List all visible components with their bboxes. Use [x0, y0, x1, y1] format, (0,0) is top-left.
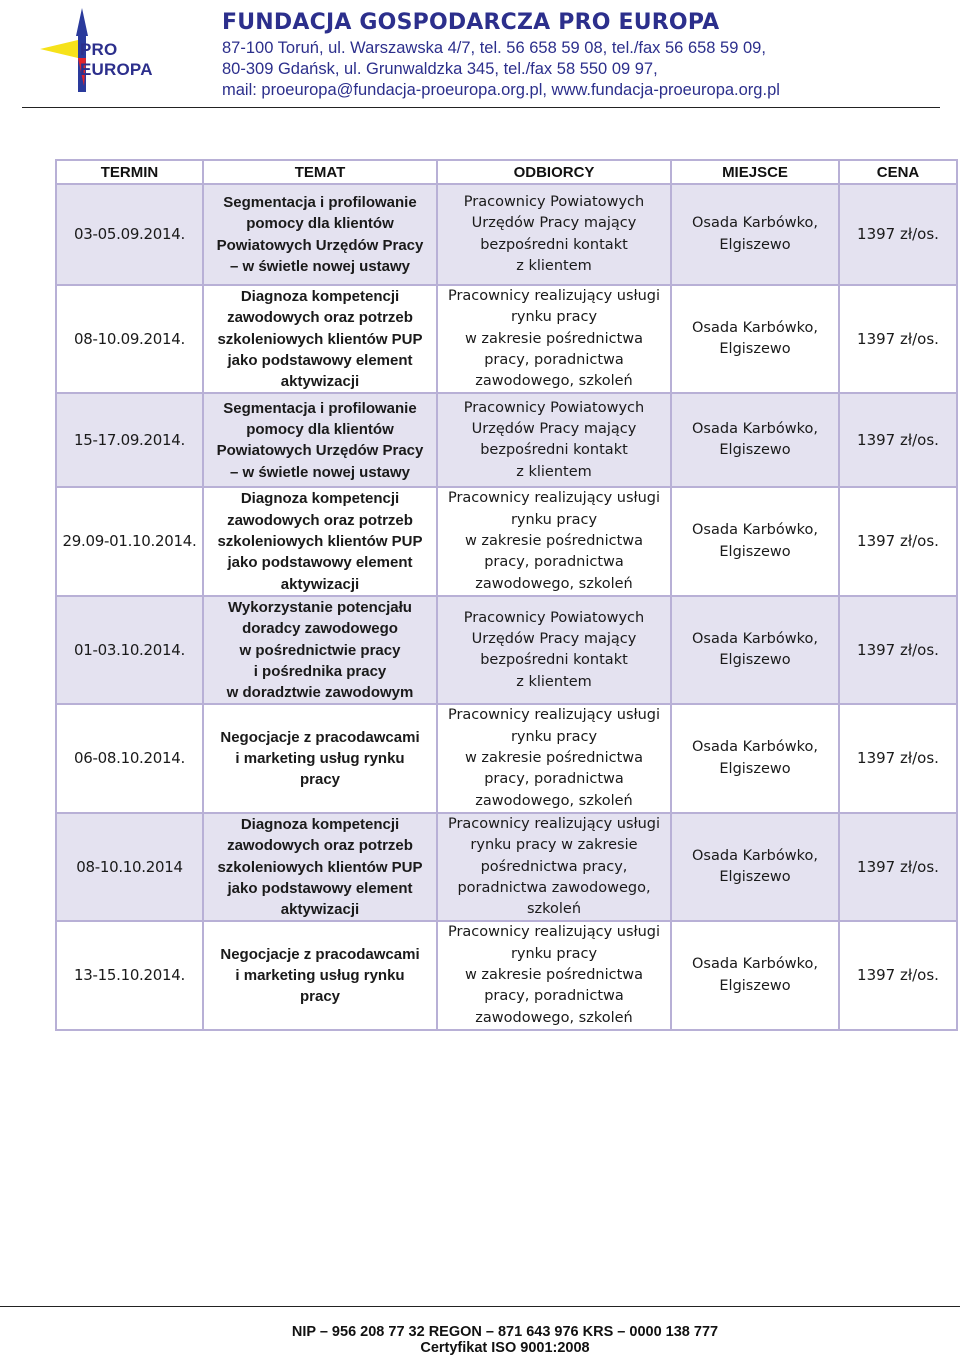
termin-cell: 06-08.10.2014. — [56, 704, 203, 812]
odbiorcy-cell — [437, 813, 671, 921]
miejsce-text: Osada Karbówko, Elgiszewo — [692, 739, 818, 777]
header-odbiorcy: ODBIORCY — [437, 160, 671, 184]
table-row — [56, 813, 957, 921]
table-row — [56, 487, 957, 595]
termin-cell: 01-03.10.2014. — [56, 596, 203, 704]
temat-text: Negocjacje z pracodawcami i marketing usług rynku pracy — [220, 728, 420, 789]
odbiorcy-text: Pracownicy realizujący usługi rynku pracy w zakresie pośrednictwa pracy, poradnictwa zawodowego, szkoleń — [447, 924, 661, 1026]
cena-cell: 1397 zł/os. — [839, 813, 957, 921]
contact-line: mail: proeuropa@fundacja-proeuropa.org.pl, www.fundacja-proeuropa.org.pl — [222, 81, 780, 99]
temat-cell — [203, 285, 437, 393]
odbiorcy-cell — [437, 487, 671, 595]
table-body — [56, 184, 957, 1030]
cena-cell: 1397 zł/os. — [839, 596, 957, 704]
odbiorcy-text: Pracownicy realizujący usługi rynku pracy w zakresie pośrednictwa pracy, poradnictwa zawodowego, szkoleń — [447, 707, 661, 809]
odbiorcy-cell — [437, 393, 671, 487]
odbiorcy-cell — [437, 596, 671, 704]
odbiorcy-text: Pracownicy realizujący usługi rynku pracy w zakresie pośrednictwa pracy, poradnictwa zawodowego, szkoleń — [447, 490, 661, 592]
registry-numbers: NIP – 956 208 77 32 REGON – 871 643 976 KRS – 0000 138 777 — [291, 1324, 719, 1340]
miejsce-text: Osada Karbówko, Elgiszewo — [692, 522, 818, 560]
training-schedule-table — [55, 159, 958, 1031]
odbiorcy-cell — [437, 285, 671, 393]
temat-cell — [203, 487, 437, 595]
iso-certificate: Certyfikat ISO 9001:2008 — [420, 1340, 590, 1356]
termin-cell: 13-15.10.2014. — [56, 921, 203, 1029]
cena-cell: 1397 zł/os. — [839, 704, 957, 812]
odbiorcy-cell — [437, 704, 671, 812]
miejsce-text: Osada Karbówko, Elgiszewo — [692, 847, 818, 886]
miejsce-text: Osada Karbówko, Elgiszewo — [692, 630, 818, 669]
termin-cell: 29.09-01.10.2014. — [56, 487, 203, 595]
cena-cell: 1397 zł/os. — [839, 184, 957, 285]
miejsce-text: Osada Karbówko, Elgiszewo — [692, 215, 818, 253]
odbiorcy-text: Pracownicy realizujący usługi rynku pracy w zakresie pośrednictwa pracy, poradnictwa zawodowego, szkoleń — [447, 288, 661, 390]
cena-cell: 1397 zł/os. — [839, 393, 957, 487]
table-row — [56, 704, 957, 812]
termin-cell: 08-10.09.2014. — [56, 285, 203, 393]
miejsce-cell — [671, 921, 839, 1029]
header-cena: CENA — [839, 160, 957, 184]
temat-text: Diagnoza kompetencji zawodowych oraz potrzeb szkoleniowych klientów PUP jako podstawowy element aktywizacji — [217, 288, 423, 391]
temat-text: Wykorzystanie potencjału doradcy zawodowego w pośrednictwie pracy i pośrednika pracy w doradztwie zawodowym — [226, 598, 414, 702]
odbiorcy-text: Pracownicy realizujący usługi rynku pracy w zakresie pośrednictwa pracy, poradnictwa zawodowego, szkoleń — [447, 815, 661, 918]
temat-cell — [203, 813, 437, 921]
table-row — [56, 393, 957, 487]
temat-cell — [203, 921, 437, 1029]
organization-name: FUNDACJA GOSPODARCZA PRO EUROPA — [222, 10, 720, 35]
logo-text: PRO EUROPA — [80, 40, 153, 79]
table-row — [56, 596, 957, 704]
table-row — [56, 921, 957, 1029]
cena-cell: 1397 zł/os. — [839, 921, 957, 1029]
miejsce-text: Osada Karbówko, Elgiszewo — [692, 421, 818, 459]
odbiorcy-text: Pracownicy Powiatowych Urzędów Pracy mający bezpośredni kontakt z klientem — [463, 399, 645, 480]
temat-text: Negocjacje z pracodawcami i marketing usług rynku pracy — [220, 945, 420, 1006]
pro-europa-logo — [38, 6, 194, 92]
odbiorcy-cell — [437, 184, 671, 285]
header-miejsce: MIEJSCE — [671, 160, 839, 184]
miejsce-cell — [671, 813, 839, 921]
temat-text: Segmentacja i profilowanie pomocy dla klientów Powiatowych Urzędów Pracy – w świetle nowej ustawy — [216, 193, 424, 275]
cena-cell: 1397 zł/os. — [839, 285, 957, 393]
miejsce-cell — [671, 596, 839, 704]
termin-cell: 15-17.09.2014. — [56, 393, 203, 487]
temat-text: Segmentacja i profilowanie pomocy dla klientów Powiatowych Urzędów Pracy – w świetle nowej ustawy — [216, 399, 424, 481]
temat-cell — [203, 704, 437, 812]
temat-text: Diagnoza kompetencji zawodowych oraz potrzeb szkoleniowych klientów PUP jako podstawowy element aktywizacji — [217, 815, 423, 919]
table-header-row — [56, 160, 957, 184]
header-divider — [22, 107, 940, 108]
cena-cell: 1397 zł/os. — [839, 487, 957, 595]
miejsce-cell — [671, 393, 839, 487]
miejsce-cell — [671, 285, 839, 393]
miejsce-cell — [671, 704, 839, 812]
miejsce-cell — [671, 487, 839, 595]
odbiorcy-text: Pracownicy Powiatowych Urzędów Pracy mający bezpośredni kontakt z klientem — [463, 609, 645, 690]
footer-divider — [0, 1306, 960, 1307]
temat-cell — [203, 596, 437, 704]
header-termin: TERMIN — [56, 160, 203, 184]
address-torun: 87-100 Toruń, ul. Warszawska 4/7, tel. 56 658 59 08, tel./fax 56 658 59 09, — [222, 39, 766, 57]
temat-cell — [203, 184, 437, 285]
table-row — [56, 285, 957, 393]
odbiorcy-text: Pracownicy Powiatowych Urzędów Pracy mający bezpośredni kontakt z klientem — [463, 193, 645, 274]
miejsce-text: Osada Karbówko, Elgiszewo — [692, 319, 818, 358]
address-gdansk: 80-309 Gdańsk, ul. Grunwaldzka 345, tel./fax 58 550 09 97, — [222, 60, 658, 78]
table-row — [56, 184, 957, 285]
header-temat: TEMAT — [203, 160, 437, 184]
miejsce-cell — [671, 184, 839, 285]
temat-cell — [203, 393, 437, 487]
termin-cell: 08-10.10.2014 — [56, 813, 203, 921]
termin-cell: 03-05.09.2014. — [56, 184, 203, 285]
odbiorcy-cell — [437, 921, 671, 1029]
miejsce-text: Osada Karbówko, Elgiszewo — [692, 956, 818, 994]
temat-text: Diagnoza kompetencji zawodowych oraz potrzeb szkoleniowych klientów PUP jako podstawowy element aktywizacji — [217, 490, 423, 593]
